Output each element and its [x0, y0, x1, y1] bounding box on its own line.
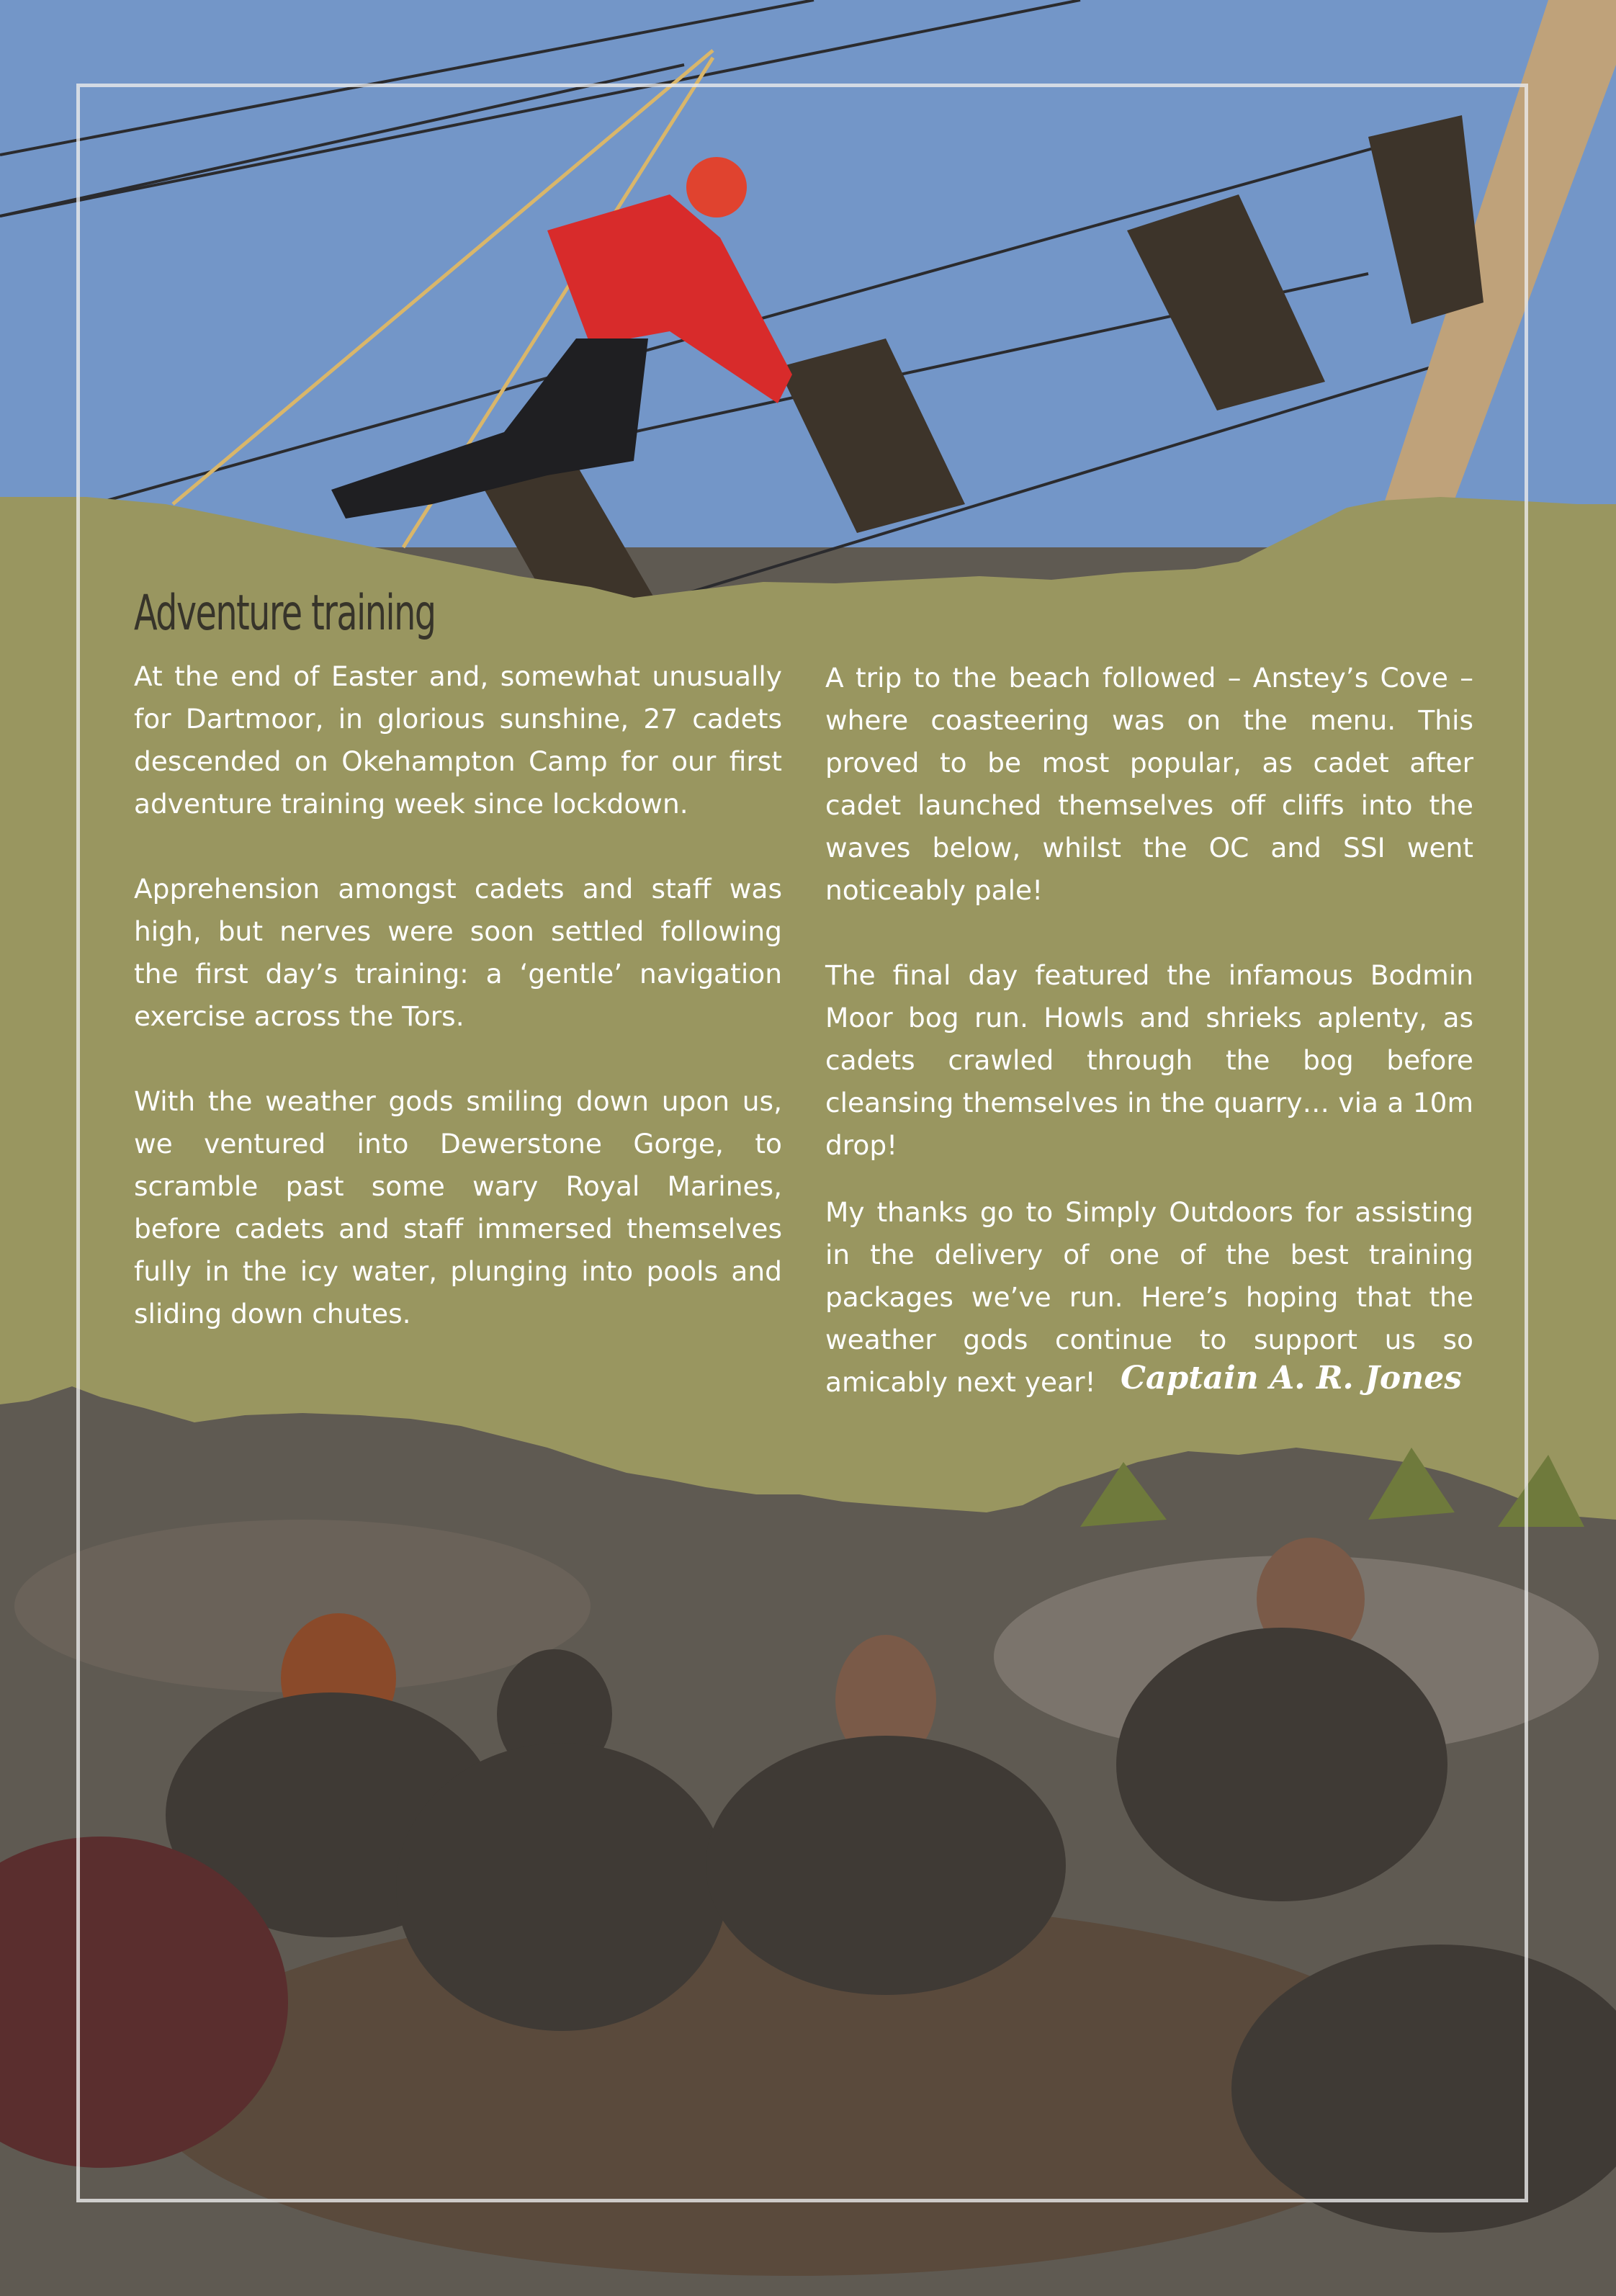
- paragraph: A trip to the beach followed – Anstey’s Cove – where coasteering was on the menu. This proved to be most popular, as cadet after cadet launched themselves off cliffs into the waves below, whilst the OC and SSI went noticeably pale!: [825, 662, 1473, 906]
- paragraph: At the end of Easter and, somewhat unusually for Dartmoor, in glorious sunshine, 27 cadets descended on Okehampton Camp for our first adventure training week since lockdown.: [134, 660, 782, 820]
- paragraph: With the weather gods smiling down upon us, we ventured into Dewerstone Gorge, to scramble past some wary Royal Marines, before cadets and staff immersed themselves fully in the icy water, plunging into pools and sliding down chutes.: [134, 1085, 782, 1329]
- right-column: [825, 657, 1473, 1446]
- left-column: [134, 655, 782, 1378]
- author-signature: Captain A. R. Jones: [1120, 1360, 1462, 1396]
- paragraph: The final day featured the infamous Bodmin Moor bog run. Howls and shrieks aplenty, as cadets crawled through the bog before cleansing themselves in the quarry… via a 10m drop!: [825, 959, 1473, 1161]
- paragraph: My thanks go to Simply Outdoors for assisting in the delivery of one of the best training packages we’ve run. Here’s hoping that the weather gods continue to support us so amicably next year!: [825, 1196, 1473, 1398]
- article-title: Adventure training: [134, 585, 436, 642]
- paragraph: Apprehension amongst cadets and staff was high, but nerves were soon settled following the first day’s training: a ‘gentle’ navigation exercise across the Tors.: [134, 873, 782, 1032]
